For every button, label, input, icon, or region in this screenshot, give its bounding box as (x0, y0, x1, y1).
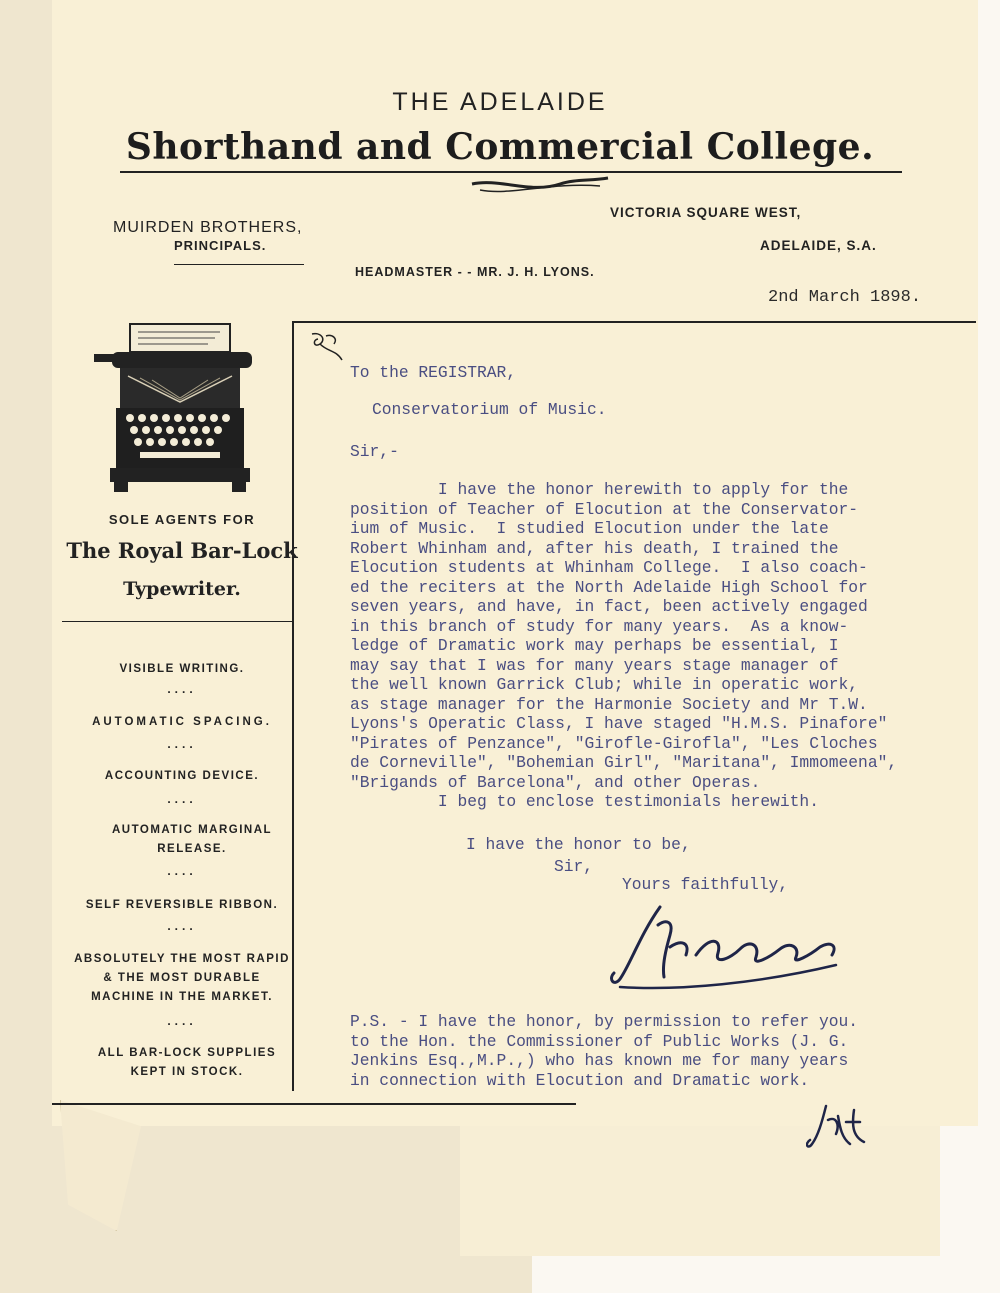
body-line: "Brigands of Barcelona", and other Operas. (350, 772, 761, 792)
salutation-to: To the REGISTRAR, (350, 363, 517, 382)
body-frame-top (292, 321, 976, 323)
letter-body (350, 480, 897, 812)
address-city: ADELAIDE, S.A. (760, 238, 877, 253)
product-name-line2: Typewriter. (123, 578, 241, 600)
body-line: I beg to enclose testimonials herewith. (350, 792, 819, 811)
ps-line: to the Hon. the Commissioner of Public Works (J. G. (350, 1031, 849, 1051)
underlying-page-strip (0, 0, 53, 1293)
postscript (350, 1012, 858, 1090)
body-line: in this branch of study for many years. As a know- (350, 616, 849, 636)
address-street: VICTORIA SQUARE WEST, (610, 205, 802, 220)
feature-item: AUTOMATIC SPACING. (92, 716, 272, 728)
ps-line: P.S. - I have the honor, by permission to refer you. (350, 1012, 859, 1031)
feature-item: ALL BAR-LOCK SUPPLIES KEPT IN STOCK. (97, 1047, 277, 1078)
feature-item: SELF REVERSIBLE RIBBON. (85, 899, 279, 911)
feature-item: VISIBLE WRITING. (119, 663, 245, 675)
flourish-ornament (470, 176, 610, 198)
ps-line: in connection with Elocution and Dramatic work. (350, 1070, 810, 1090)
body-line: seven years, and have, in fact, been actively engaged (350, 597, 868, 616)
body-frame-left (292, 321, 294, 1091)
headmaster-line: HEADMASTER - - MR. J. H. LYONS. (355, 265, 595, 279)
feature-separator: .... (167, 792, 197, 806)
typewriter-illustration (90, 318, 270, 498)
body-line: ledge of Dramatic work may perhaps be essential, I (350, 636, 839, 655)
body-line: position of Teacher of Elocution at the Conservator- (350, 499, 859, 519)
closing-line-3: Yours faithfully, (622, 875, 789, 894)
product-name-line1: The Royal Bar-Lock (66, 538, 298, 563)
body-line: Robert Whinham and, after his death, I trained the (350, 538, 839, 558)
body-line: "Pirates of Penzance", "Girofle-Girofla", "Les Cloches (350, 733, 878, 753)
feature-separator: .... (167, 737, 197, 751)
sidebar-divider (62, 621, 292, 622)
college-name: Shorthand and Commercial College. (125, 126, 875, 168)
corner-ornament (308, 330, 346, 366)
feature-item: AUTOMATIC MARGINAL RELEASE. (111, 824, 273, 855)
sole-agents-label: SOLE AGENTS FOR (108, 512, 256, 527)
principals-rule (174, 264, 304, 265)
body-line: the well known Garrick Club; while in operatic work, (350, 675, 859, 694)
feature-item: ACCOUNTING DEVICE. (104, 770, 260, 782)
body-line: Elocution students at Whinham College. I also coach- (350, 558, 868, 577)
greeting: Sir,- (350, 442, 399, 461)
principals-name: MUIRDEN BROTHERS, (113, 219, 303, 236)
institution-line: Conservatorium of Music. (372, 400, 607, 419)
body-line: ium of Music. I studied Elocution under the late (350, 519, 829, 538)
feature-separator: .... (167, 682, 197, 696)
body-line: ed the reciters at the North Adelaide High School for (350, 577, 868, 597)
letter-date: 2nd March 1898. (768, 288, 922, 307)
body-line: as stage manager for the Harmonie Society and Mr T.W. (350, 694, 868, 714)
feature-separator: .... (167, 864, 197, 878)
body-line: de Corneville", "Bohemian Girl", "Maritana", Immomeena", (350, 753, 898, 772)
feature-separator: .... (167, 919, 197, 933)
bottom-rule (52, 1103, 576, 1105)
handwritten-signature (600, 895, 860, 995)
closing-line-1: I have the honor to be, (466, 835, 691, 854)
ps-line: Jenkins Esq.,M.P.,) who has known me for many years (350, 1051, 849, 1070)
letterhead-line1: THE ADELAIDE (392, 88, 608, 116)
body-line: may say that I was for many years stage manager of (350, 655, 839, 675)
feature-item: ABSOLUTELY THE MOST RAPID & THE MOST DURABLE MACHINE IN THE MARKET. (74, 953, 290, 1003)
principals-title: PRINCIPALS. (174, 238, 267, 253)
body-line: Lyons's Operatic Class, I have staged "H.M.S. Pinafore" (350, 714, 888, 733)
header-rule (120, 171, 902, 173)
handwritten-initials (806, 1098, 876, 1154)
closing-line-2: Sir, (554, 857, 594, 876)
body-line: I have the honor herewith to apply for the (350, 480, 849, 499)
feature-separator: .... (167, 1014, 197, 1028)
